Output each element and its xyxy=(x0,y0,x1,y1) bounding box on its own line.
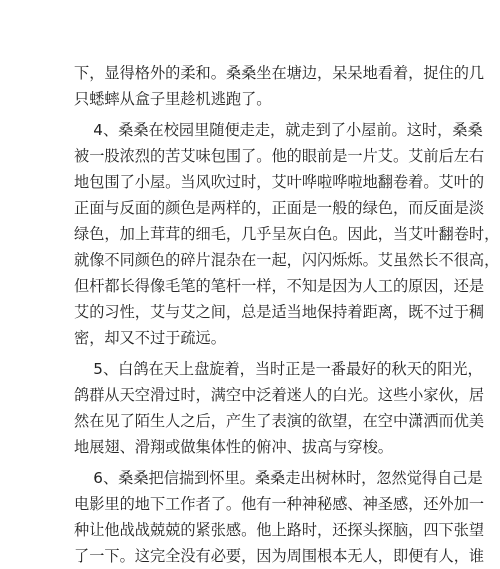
text-line: 6、桑桑把信揣到怀里。桑桑走出树林时，忽然觉得自己是 xyxy=(74,469,483,487)
text-line: 电影里的地下工作者了。他有一种神秘感、神圣感，还外加一 xyxy=(74,495,485,513)
text-line: 种让他战战兢兢的紧张感。他上路时，还探头探脑，四下张望 xyxy=(74,521,485,539)
text-line: 了一下。这完全没有必要，因为周围根本无人，即便有人，谁 xyxy=(74,547,485,565)
page-top-margin xyxy=(0,0,500,56)
text-line: 但杆都长得像毛笔的笔杆一样，不知是因为人工的原因，还是 xyxy=(74,277,485,295)
text-line: 正面与反面的颜色是两样的，正面是一般的绿色，而反面是淡 xyxy=(74,199,485,217)
text-line: 下，显得格外的柔和。桑桑坐在塘边，呆呆地看着，捉住的几 xyxy=(74,64,485,82)
text-line: 绿色，加上茸茸的细毛，几乎呈灰白色。因此，当艾叶翻卷时， xyxy=(74,225,500,243)
text-line: 地包围了小屋。当风吹过时，艾叶哗啦哗啦地翻卷着。艾叶的 xyxy=(74,173,485,191)
text-line: 只蟋蟀从盒子里趁机逃跑了。 xyxy=(74,90,272,108)
text-line: 鸽群从天空滑过时，满空中泛着迷人的白光。这些小家伙，居 xyxy=(74,386,485,404)
text-line: 5、白鸽在天上盘旋着，当时正是一番最好的秋天的阳光， xyxy=(74,360,483,378)
text-line: 地展翅、滑翔或做集体性的俯冲、拔高与穿梭。 xyxy=(74,438,393,456)
text-line: 4、桑桑在校园里随便走走，就走到了小屋前。这时，桑桑 xyxy=(74,121,483,139)
text-line: 然在见了陌生人之后，产生了表演的欲望，在空中潇洒而优美 xyxy=(74,412,485,430)
document-body xyxy=(74,60,500,565)
text-line: 密，却又不过于疏远。 xyxy=(74,329,226,347)
text-line: 被一股浓烈的苦艾味包围了。他的眼前是一片艾。艾前后左右 xyxy=(74,147,485,165)
text-line: 艾的习性，艾与艾之间，总是适当地保持着距离，既不过于稠 xyxy=(74,303,485,321)
text-line: 就像不同颜色的碎片混杂在一起，闪闪烁烁。艾虽然长不很高， xyxy=(74,251,500,269)
